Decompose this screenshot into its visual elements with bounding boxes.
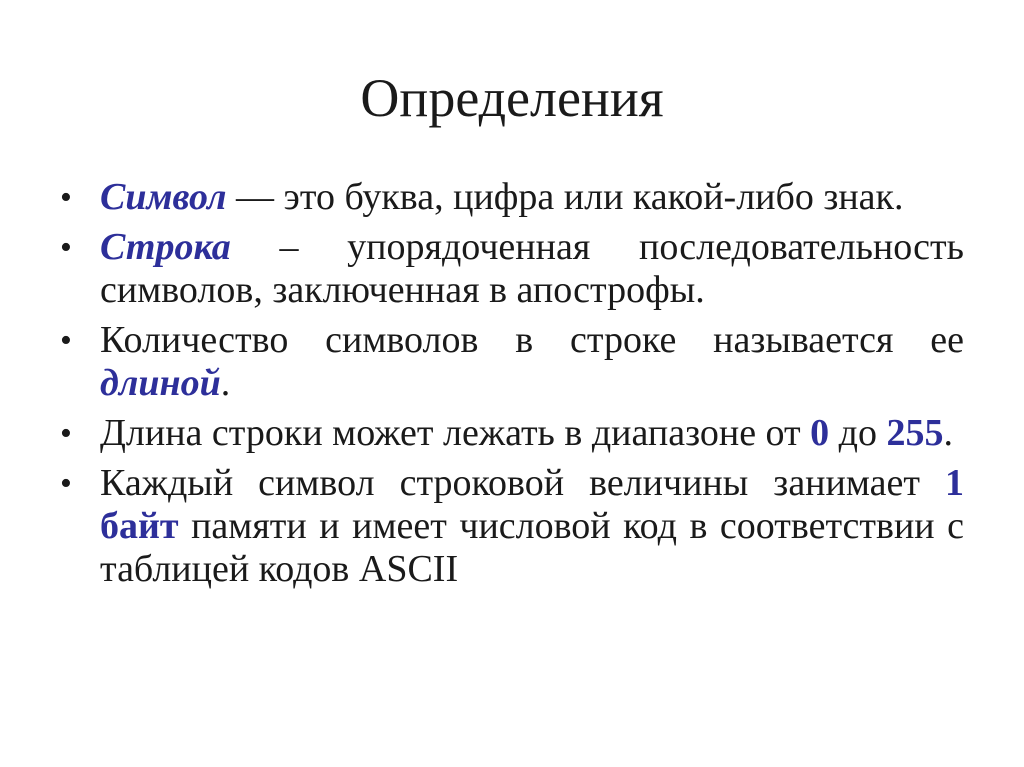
definition-text: Количество символов в строке называется ее [100, 319, 964, 361]
value-min: 0 [810, 412, 830, 454]
list-item [60, 412, 964, 455]
bullet-icon: • [60, 415, 72, 452]
bullet-icon: • [60, 465, 72, 502]
bullet-icon: • [60, 322, 72, 359]
definition-text: . [943, 412, 954, 454]
definition-text: Каждый символ строковой величины занимает [100, 462, 945, 504]
bullet-icon: • [60, 179, 72, 216]
list-item [60, 319, 964, 405]
bullet-icon: • [60, 229, 72, 266]
term-length: длиной [100, 362, 221, 404]
definition-text: — это буква, цифра или какой-либо знак. [226, 176, 904, 218]
term-symbol: Символ [100, 176, 227, 218]
definition-text: памяти и имеет числовой код в соответствии с таблицей кодов ASCII [100, 505, 964, 590]
list-item [60, 462, 964, 591]
definition-text: . [220, 362, 231, 404]
value-max: 255 [886, 412, 944, 454]
list-item [60, 176, 964, 219]
definition-text: – упорядоченная последовательность символов, заключенная в апострофы. [100, 226, 964, 311]
value-size: 1 байт [100, 462, 964, 547]
definition-text: Длина строки может лежать в диапазоне от [100, 412, 811, 454]
definition-text: до [829, 412, 887, 454]
slide-title: Определения [360, 68, 664, 128]
term-string: Строка [100, 226, 231, 268]
list-item [60, 226, 964, 312]
definitions-list [60, 176, 964, 598]
